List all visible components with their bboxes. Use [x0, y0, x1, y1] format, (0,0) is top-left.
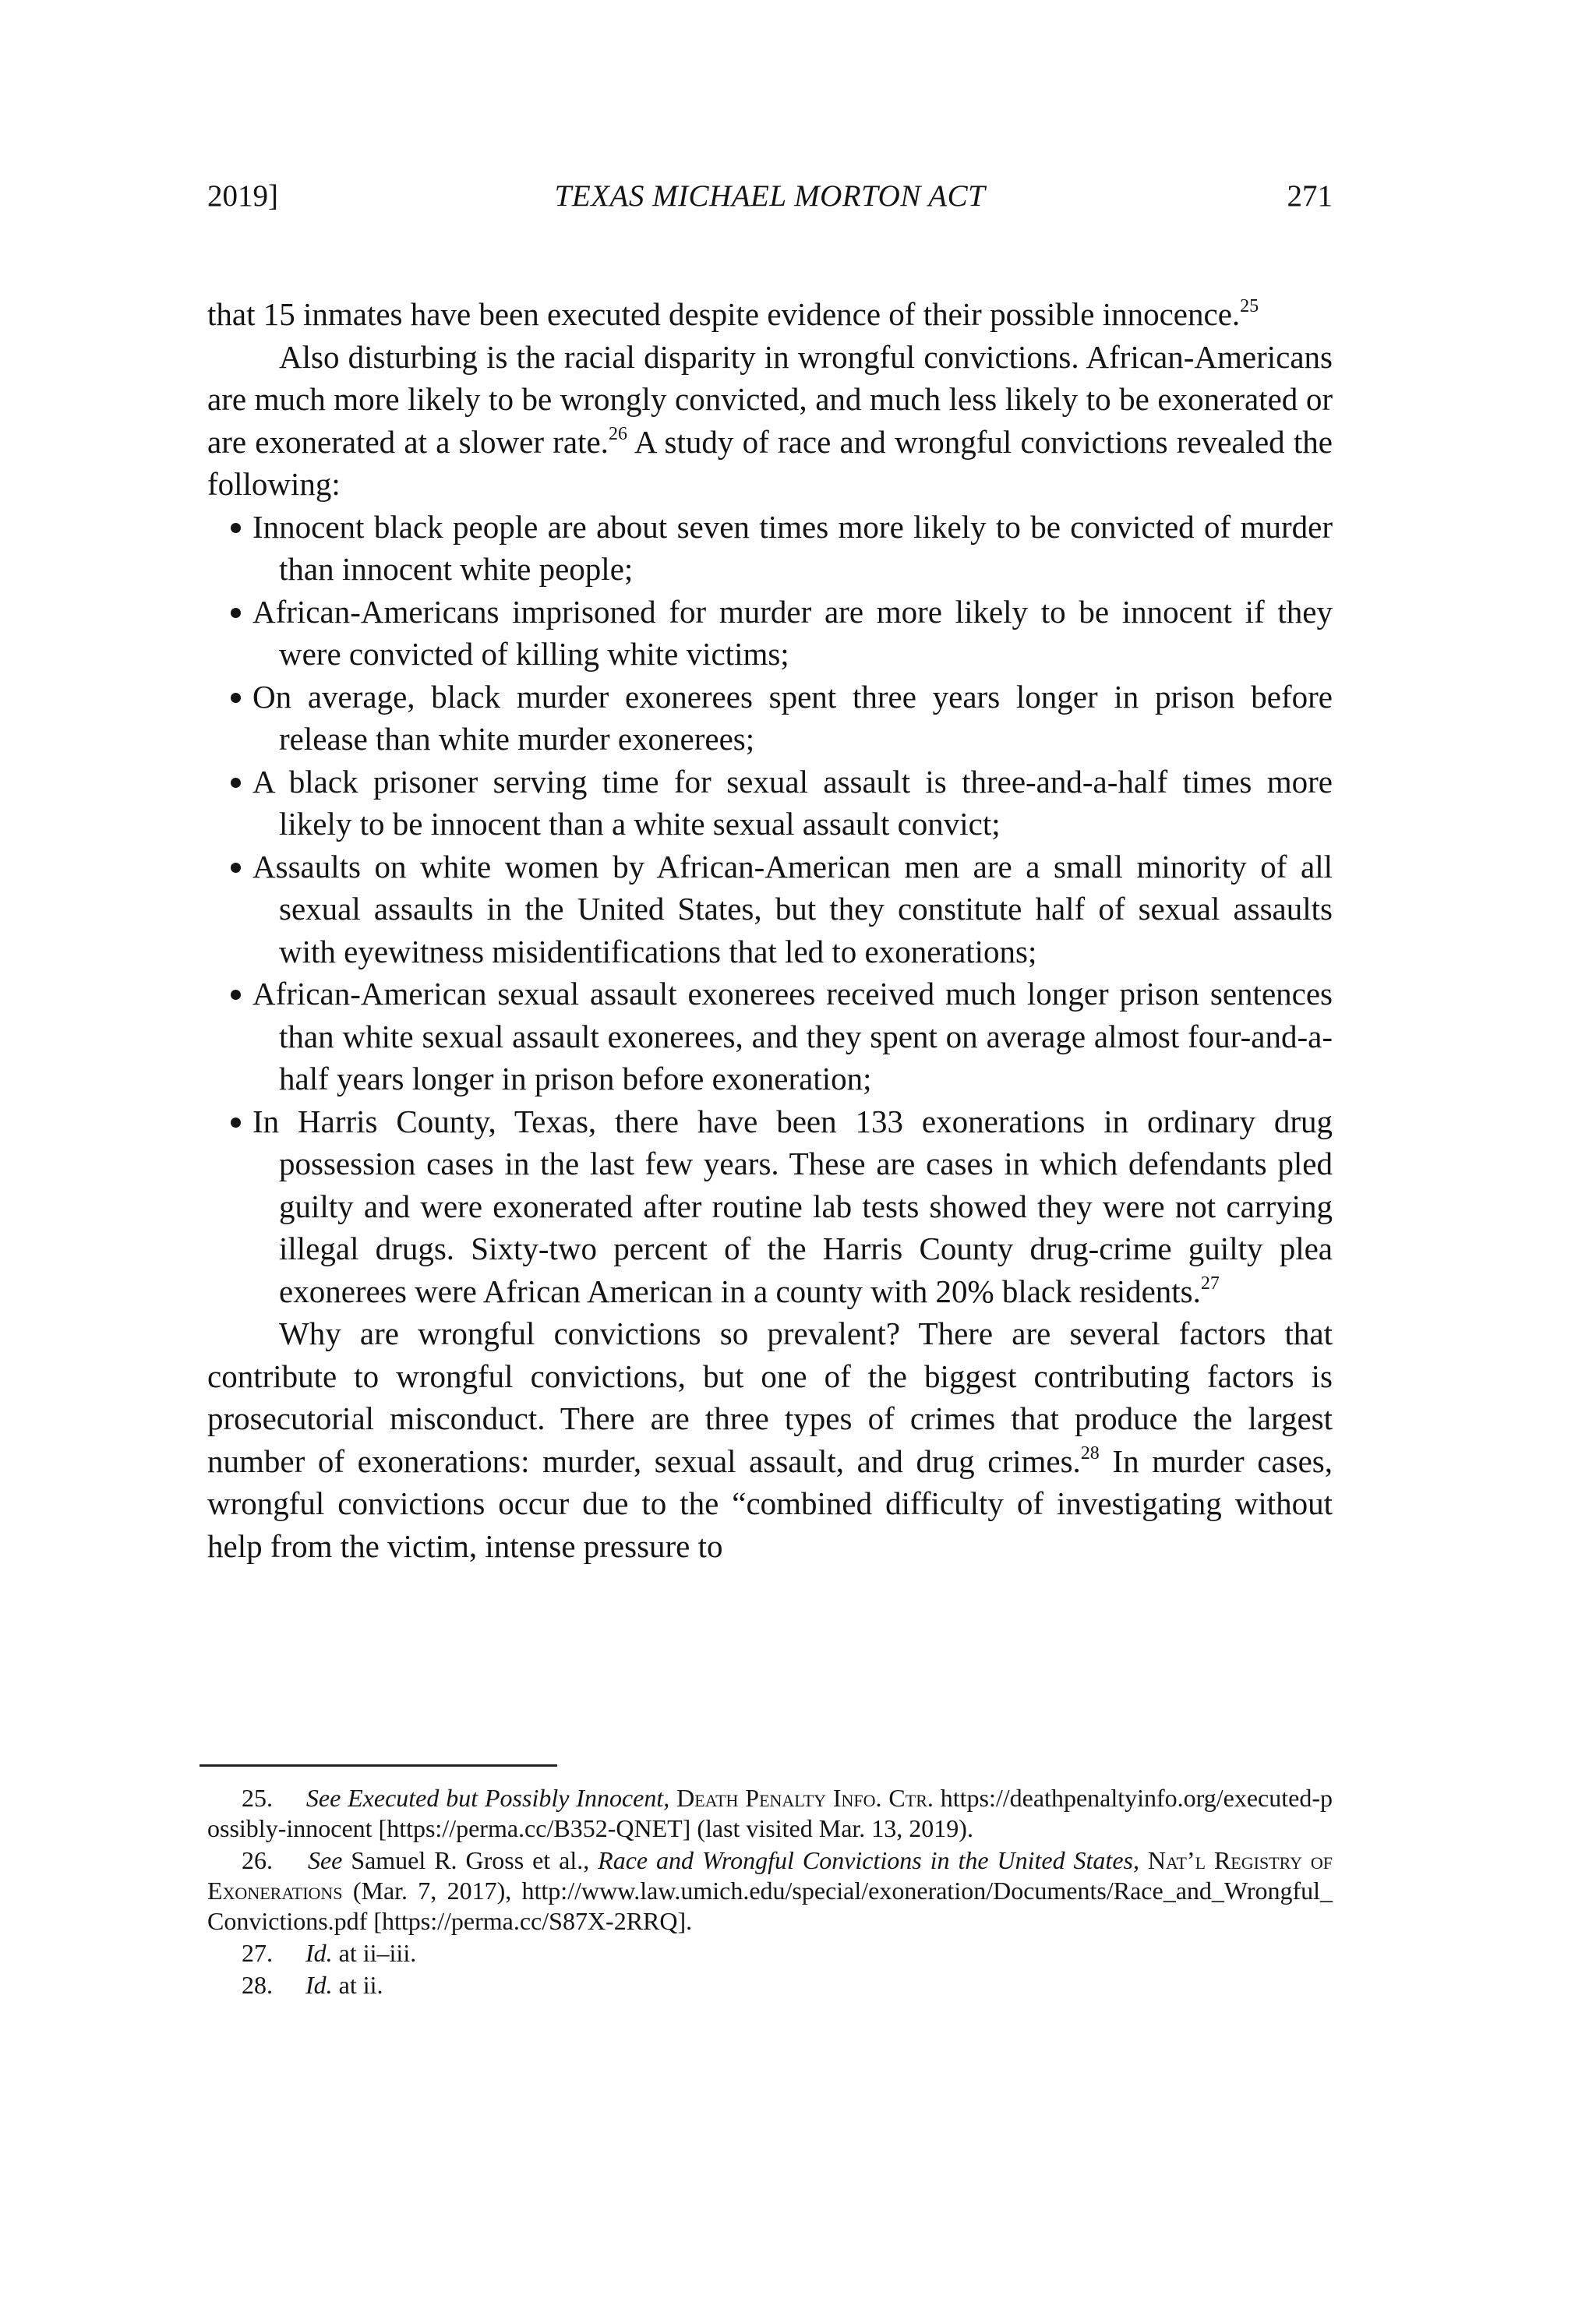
footnote-ref-26[interactable]: 26: [608, 423, 627, 444]
bullet-icon: [231, 778, 241, 788]
paragraph-2: [207, 336, 1333, 506]
list-item: [207, 973, 1333, 1100]
list-item-text: In Harris County, Texas, there have been 133 exonerations in ordinary drug possession cases in the last few years. These are cases in which defendants pled guilty and were exonerated after routine lab tests showed they were not carrying illegal drugs. Sixty-two percent of the Harris County drug-crime guilty plea exonerees were African American in a county with 20% black residents.: [252, 1103, 1333, 1309]
paragraph-3: [207, 1312, 1333, 1567]
footnote-title: Race and Wrongful Convictions in the United States,: [598, 1846, 1139, 1874]
footnote-authors: Samuel R. Gross et al.,: [351, 1846, 590, 1874]
paragraph-2-text: Also disturbing is the racial disparity in wrongful convictions. African-Americans are much more likely to be wrongly convicted, and much less likely to be exonerated or are exonerated at a slower rate.: [207, 338, 1333, 460]
findings-list: [207, 506, 1333, 1313]
paragraph-3-tail: In murder cases, wrongful convictions occur due to the “combined difficulty of investigating without help from the victim, intense pressure to: [207, 1442, 1333, 1564]
footnote-url[interactable]: http://www.law.umich.edu/special/exoneration/Documents/Race_and_Wrongful_Convictions.pdf: [207, 1877, 1333, 1935]
body-text: [207, 293, 1333, 1567]
footnote-27: [207, 1938, 1333, 1969]
footnote-pin: at ii.: [338, 1971, 383, 1999]
list-item: [207, 761, 1333, 846]
signal: See: [307, 1846, 343, 1874]
signal: See: [305, 1784, 341, 1812]
footnote-visited: (last visited Mar. 13, 2019).: [697, 1814, 973, 1842]
footnote-28: [207, 1970, 1333, 2000]
list-item-text: On average, black murder exonerees spent three years longer in prison before release than white murder exonerees;: [252, 678, 1333, 757]
footnote-perma[interactable]: [https://perma.cc/B352-QNET]: [378, 1814, 691, 1842]
footnote-source: Death Penalty Info. Ctr.: [676, 1784, 934, 1812]
bullet-icon: [231, 1118, 241, 1128]
footnote-number: 27.: [242, 1939, 273, 1967]
list-item-text: African-American sexual assault exonerees received much longer prison sentences than white sexual assault exonerees, and they spent on average almost four-and-a-half years longer in prison before exoneration;: [252, 976, 1333, 1096]
paragraph-1: [207, 293, 1333, 336]
footnote-id: Id.: [305, 1939, 333, 1967]
list-item-text: African-Americans imprisoned for murder are more likely to be innocent if they were convicted of killing white victims;: [252, 593, 1333, 672]
list-item-text: Innocent black people are about seven times more likely to be convicted of murder than innocent white people;: [252, 508, 1333, 587]
footnote-source: Nat’l Registry of Exonerations: [207, 1846, 1333, 1905]
footnote-25: [207, 1783, 1333, 1844]
footnote-perma[interactable]: [https://perma.cc/S87X-2RRQ].: [373, 1907, 693, 1935]
bullet-icon: [231, 693, 241, 703]
footnote-id: Id.: [305, 1971, 333, 1999]
footnotes: [207, 1783, 1333, 2002]
list-item: [207, 676, 1333, 761]
paragraph-3-text: Why are wrongful convictions so prevalent? There are several factors that contribute to wrongful convictions, but one of the biggest contributing factors is prosecutorial misconduct. There are three types of crimes that produce the largest number of exonerations: murder, sexual assault, and drug crimes.: [207, 1315, 1333, 1479]
bullet-icon: [231, 523, 241, 533]
header-year: 2019]: [207, 179, 278, 213]
footnote-url[interactable]: https://deathpenaltyinfo.org/executed-possibly-innocent: [207, 1784, 1333, 1842]
paragraph-1-text: that 15 inmates have been executed despite evidence of their possible innocence.: [207, 296, 1241, 332]
list-item: [207, 506, 1333, 591]
footnote-pin: at ii–iii.: [338, 1939, 417, 1967]
footnote-number: 26.: [242, 1846, 273, 1874]
footnote-26: [207, 1845, 1333, 1937]
header-running-title: TEXAS MICHAEL MORTON ACT: [554, 179, 986, 213]
footnote-number: 25.: [242, 1784, 273, 1812]
footnote-divider: [200, 1764, 557, 1767]
bullet-icon: [231, 863, 241, 873]
footnote-ref-28[interactable]: 28: [1080, 1442, 1100, 1464]
list-item-text: A black prisoner serving time for sexual assault is three-and-a-half times more likely to be innocent than a white sexual assault convict;: [252, 763, 1333, 842]
running-header: [207, 173, 1333, 220]
bullet-icon: [231, 990, 241, 1000]
list-item: [207, 846, 1333, 973]
footnote-ref-27[interactable]: 27: [1200, 1273, 1220, 1294]
bullet-icon: [231, 608, 241, 618]
footnote-title: Executed but Possibly Innocent,: [348, 1784, 670, 1812]
list-item: [207, 1100, 1333, 1313]
header-page-number: 271: [1287, 179, 1333, 213]
list-item-text: Assaults on white women by African-American men are a small minority of all sexual assaults in the United States, but they constitute half of sexual assaults with eyewitness misidentifications that led to exonerations;: [252, 848, 1333, 969]
footnote-ref-25[interactable]: 25: [1240, 296, 1259, 316]
paragraph-2-tail: A study of race and wrongful convictions revealed the following:: [207, 423, 1333, 502]
footnote-number: 28.: [242, 1971, 273, 1999]
footnote-date: (Mar. 7, 2017),: [352, 1877, 512, 1905]
list-item: [207, 591, 1333, 676]
